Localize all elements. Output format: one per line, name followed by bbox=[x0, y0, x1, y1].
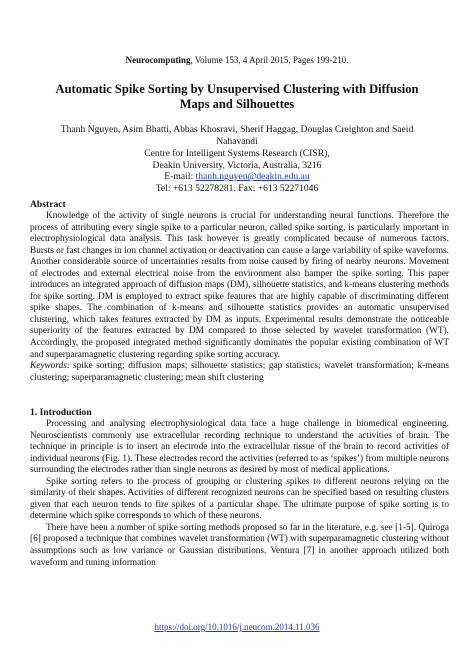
affiliation-line-1: Centre for Intelligent Systems Research (CISR), bbox=[144, 148, 330, 159]
abstract-paragraph: Knowledge of the activity of single neurons is crucial for understanding neural functions. Therefore the process of attributing every single spike to a particular neuron, called spike sorting, is particularly important in electrophysiological data analysis. This task however is greatly complicated because of numerous factors. Bursts or fast changes in ion channel activation or deactivation can cause a large variability of spike waveforms. Another considerable source of uncertainties results from noise caused by firing of nearby neurons. Movement of electrodes and external electrical noise from the environment also hamper the spike sorting. This paper introduces an integrated approach of diffusion maps (DM), silhouette statistics, and k-means clustering methods for spike sorting. DM is employed to extract spike features that are highly capable of discriminating different spike shapes. The combination of k-means and silhouette statistics provides an automatic unsupervised clustering, which takes features extracted by DM as inputs. Experimental results demonstrate the noticeable superiority of the features extracted by DM compared to those selected by wavelet transformation (WT). Accordingly, the proposed integrated method significantly dominates the popular existing combination of WT and superparamagnetic clustering regarding spike sorting accuracy. bbox=[30, 211, 449, 360]
journal-name: Neurocomputing bbox=[125, 55, 191, 65]
affiliation-line-2: Deakin University, Victoria, Australia, 3216 bbox=[152, 159, 322, 171]
introduction-body bbox=[30, 419, 449, 569]
intro-paragraph-1: Processing and analysing electrophysiological data face a huge challenge in biomedical engineering. Neuroscientists commonly use extracellular recording technique to understand the activities of brain. The technique in principle is to insert an electrode into the extracellular tissue of the brain to record activities of individual neurons (Fig. 1). These electrodes record the activities (referred to as ‘spikes’) from multiple neurons surrounding the electrodes rather than single neurons as desired by most of medical applications. bbox=[30, 419, 449, 476]
introduction-heading: 1. Introduction bbox=[30, 407, 92, 418]
abstract-body bbox=[30, 211, 449, 384]
keywords-list: : spike sorting; diffusion maps; silhouette statistics; gap statistics; wavelet transformation; k-means clustering; superparamagnetic clustering; mean shift clustering bbox=[30, 361, 449, 383]
affiliation-block bbox=[40, 148, 434, 194]
abstract-heading: Abstract bbox=[30, 199, 66, 210]
email-link[interactable]: thanh.nguyen@deakin.edu.au bbox=[195, 171, 310, 183]
doi-link[interactable]: https://doi.org/10.1016/j.neucom.2014.11.036 bbox=[154, 622, 320, 632]
author-list: Thanh Nguyen, Asim Bhatti, Abbas Khosravi, Sherif Haggag, Douglas Creighton and Saeid Nahavandi bbox=[60, 124, 414, 147]
intro-paragraph-3: There have been a number of spike sorting methods proposed so far in the literature, e.g. see [1-5]. Quiroga [6] proposed a technique that combines wavelet transformation (WT) with superparamagnetic clustering without assumptions such as low variance or Gaussian distributions. Ventura [7] in another approach utilized both waveform and tuning information bbox=[30, 522, 449, 568]
keywords-paragraph bbox=[30, 361, 449, 384]
paper-title: Automatic Spike Sorting by Unsupervised Clustering with Diffusion Maps and Silhouettes bbox=[55, 82, 419, 111]
email-label: E-mail: bbox=[164, 171, 196, 183]
journal-details: , Volume 153, 4 April 2015, Pages 199-210. bbox=[190, 55, 349, 65]
journal-citation bbox=[0, 55, 474, 65]
keywords-label: Keywords bbox=[30, 361, 67, 372]
phone-line: Tel: +613 52278281. Fax: +613 52271046 bbox=[155, 182, 319, 194]
email-line bbox=[40, 171, 434, 183]
intro-paragraph-2: Spike sorting refers to the process of grouping or clustering spikes to different neurons relying on the similarity of their shapes. Activities of different recognized neurons can be specified based on resulting clusters given that each neuron tends to fire spikes of a particular shape. The ultimate purpose of spike sorting is to determine which spike corresponds to which of these neurons. bbox=[30, 476, 449, 522]
